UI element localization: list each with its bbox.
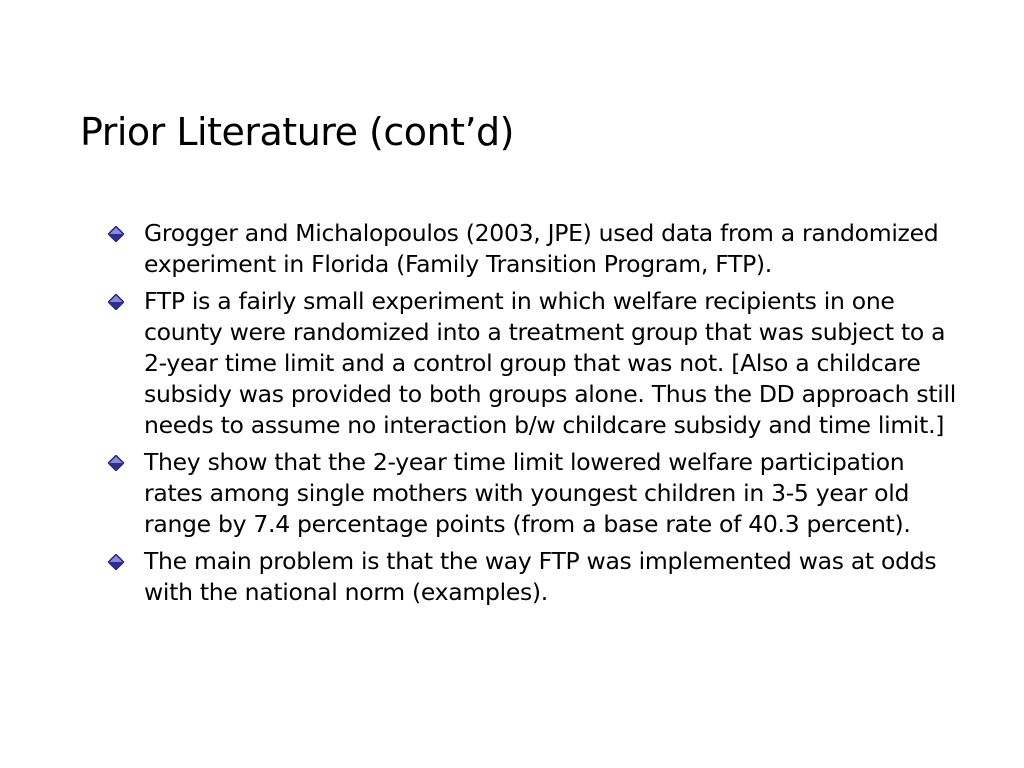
- diamond-bullet-icon: [108, 294, 124, 310]
- slide-title: Prior Literature (cont’d): [80, 110, 514, 154]
- list-item: [108, 218, 968, 280]
- diamond-bullet-icon: [108, 554, 124, 570]
- bullet-text: Grogger and Michalopoulos (2003, JPE) used data from a randomized experiment in Florida (Family Transition Program, FTP).: [144, 219, 939, 278]
- diamond-bullet-icon: [108, 455, 124, 471]
- diamond-bullet-icon: [108, 226, 124, 242]
- bullet-text: The main problem is that the way FTP was implemented was at odds with the national norm (examples).: [144, 547, 937, 606]
- list-item: [108, 546, 968, 608]
- list-item: [108, 286, 968, 441]
- bullet-text: FTP is a fairly small experiment in which welfare recipients in one county were randomized into a treatment group that was subject to a 2-year time limit and a control group that was not. [Also a childcare subsidy was provided to both groups alone. Thus the DD approach still needs to assume no interaction b/w childcare subsidy and time limit.]: [144, 287, 956, 439]
- bullet-text: They show that the 2-year time limit lowered welfare participation rates among single mothers with youngest children in 3-5 year old range by 7.4 percentage points (from a base rate of 40.3 percent).: [144, 448, 911, 538]
- list-item: [108, 447, 968, 540]
- bullet-list: [108, 218, 968, 614]
